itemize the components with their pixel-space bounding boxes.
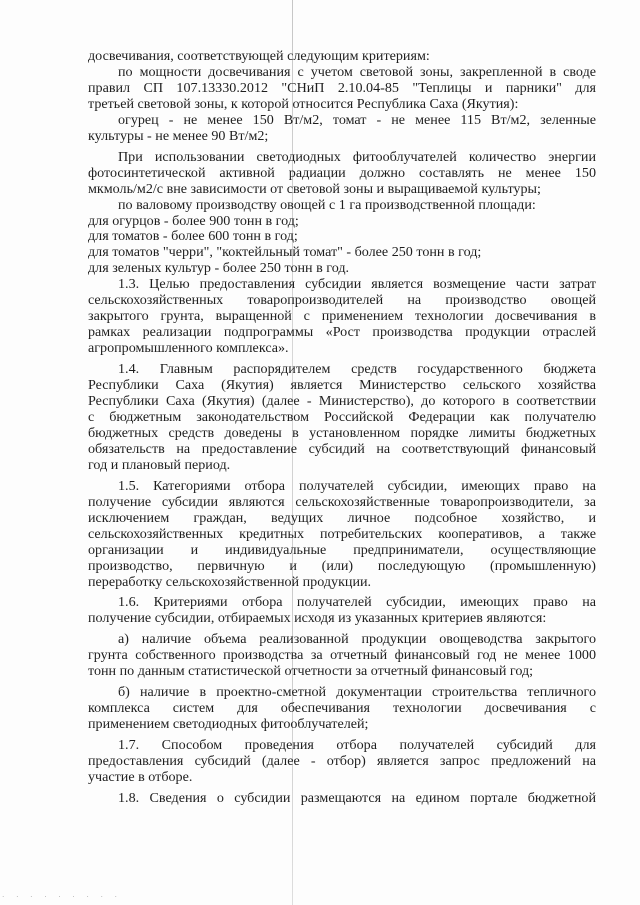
text-line: обязательств на предоставление субсидий на соответствующий финансовый (88, 440, 596, 457)
text-line: предоставления субсидий (далее - отбор) является запрос предложений на (88, 753, 596, 770)
text-line: 1.3. Целью предоставления субсидии является возмещение части затрат (118, 276, 596, 293)
text-line: При использовании светодиодных фитооблучателей количество энергии (118, 148, 596, 165)
text-line: огурец - не менее 150 Вт/м2, томат - не менее 115 Вт/м2, зеленные (118, 111, 596, 128)
text-line: исключением граждан, ведущих личное подсобное хозяйство, и (88, 509, 596, 526)
text-line: фотосинтетической активной радиации должно составлять не менее 150 (88, 164, 596, 181)
text-line: 1.5. Категориями отбора получателей субсидии, имеющих право на (118, 477, 596, 494)
text-line: производство, первичную и (или) последующую (промышленную) (88, 557, 596, 574)
text-line: Республики Саха (Якутия) (далее - Министерство), до которого в соответствии (88, 393, 596, 410)
text-line: правил СП 107.13330.2012 "СНиП 2.10.04-85 "Теплицы и парники" для (88, 79, 596, 96)
text-line: участие в отборе. (88, 768, 193, 785)
text-line: сельскохозяйственных товаропроизводителей на производство овощей (88, 292, 596, 309)
text-line: мкмоль/м2/с вне зависимости от световой зоны и выращиваемой культуры; (88, 180, 541, 197)
text-line: год и плановый период. (88, 456, 231, 473)
text-line: третьей световой зоны, к которой относится Республика Саха (Якутия): (88, 95, 519, 112)
text-line: по валовому производству овощей с 1 га производственной площади: (118, 196, 536, 213)
text-line: получение субсидии являются сельскохозяйственные товаропроизводители, за (88, 493, 596, 510)
text-line: 1.8. Сведения о субсидии размещаются на едином портале бюджетной (118, 789, 596, 806)
text-line: агропромышленного комплекса». (88, 340, 289, 357)
text-line: грунта собственного производства за отчетный финансовый год не менее 1000 (88, 647, 596, 664)
text-line: культуры - не менее 90 Вт/м2; (88, 127, 269, 144)
text-line: получение субсидии, отбираемых исходя из указанных критериев являются: (88, 610, 547, 627)
text-line: с бюджетным законодательством Российской Федерации как получателю (88, 408, 596, 425)
text-line: рамках реализации подпрограммы «Рост производства продукции отраслей (88, 324, 596, 341)
text-line: для зеленых культур - более 250 тонн в год. (88, 260, 350, 277)
text-line: применением светодиодных фитооблучателей; (88, 716, 369, 733)
text-line: для томатов - более 600 тонн в год; (88, 228, 298, 245)
text-line: 1.7. Способом проведения отбора получателей субсидий для (118, 737, 596, 754)
text-line: б) наличие в проектно-сметной документации строительства тепличного (118, 684, 596, 701)
scan-specks: · · · · · · · · · (2, 893, 122, 901)
text-line: для томатов "черри", "коктейльный томат" - более 250 тонн в год; (88, 244, 482, 261)
text-line: Республики Саха (Якутия) является Министерство сельского хозяйства (88, 377, 596, 394)
text-line: тонн по данным статистической отчетности за отчетный финансовый год; (88, 663, 534, 680)
text-line: закрытого грунта, выращенной с применением технологии досвечивания в (88, 308, 596, 325)
text-line: для огурцов - более 900 тонн в год; (88, 212, 299, 229)
text-line: сельскохозяйственных кредитных потребительских кооперативов, а также (88, 525, 596, 542)
text-line: бюджетных средств доведены в установленном порядке лимиты бюджетных (88, 424, 596, 441)
text-line: организации и индивидуальные предприниматели, осуществляющие (88, 541, 596, 558)
document-body (88, 49, 596, 807)
text-line: 1.6. Критериями отбора получателей субсидии, имеющих право на (118, 594, 596, 611)
text-line: досвечивания, соответствующей следующим критериям: (88, 48, 430, 64)
text-line: переработку сельскохозяйственной продукции. (88, 573, 372, 590)
text-line: 1.4. Главным распорядителем средств государственного бюджета (118, 361, 596, 378)
text-line: комплекса систем для обеспечивания технологии досвечивания с (88, 700, 596, 717)
text-line: а) наличие объема реализованной продукции овощеводства закрытого (118, 631, 596, 648)
text-line: по мощности досвечивания с учетом световой зоны, закрепленной в своде (118, 63, 596, 80)
